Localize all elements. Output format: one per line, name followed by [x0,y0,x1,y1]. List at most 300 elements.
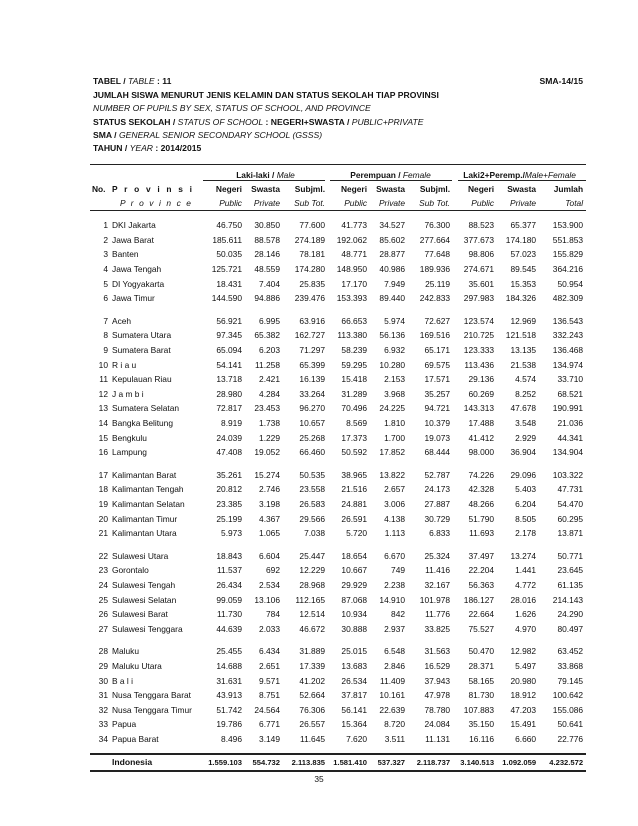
province-name: Maluku Utara [112,660,162,671]
female-subtotal: 11.131 [425,733,451,744]
female-public: 5.720 [346,528,368,539]
title-english: NUMBER OF PUPILS BY SEX, STATUS OF SCHOOL, AND PROVINCE [93,103,371,113]
spacer-cell [90,306,110,314]
female-subtotal: 78.780 [424,704,451,715]
province-name: Aceh [112,315,132,326]
row-number: 26 [98,609,108,620]
province-name: Papua Barat [112,733,159,744]
province-name: Sulawesi Tenggara [112,623,183,634]
female-public: 25.015 [341,646,368,657]
row-number: 20 [98,513,108,524]
female-private: 10.280 [379,359,406,370]
total-private: 65.377 [510,220,537,231]
male-subtotal: 63.916 [299,315,326,326]
province-name: Kalimantan Utara [112,528,177,539]
province-name: Sulawesi Tengah [112,579,176,590]
total-private: 4.970 [515,623,537,634]
total-public: 107.883 [463,704,495,715]
province-name: Kalimantan Timur [112,513,178,524]
row-number: 12 [98,388,108,399]
table-row [90,644,586,659]
female-private: 7.949 [384,278,406,289]
total-private: 3.548 [515,418,537,429]
table-row [90,592,586,607]
male-public: 56.921 [216,315,242,326]
province-name: Kalimantan Barat [112,469,177,480]
male-private-header: Private [253,198,280,208]
male-subtotal: 76.306 [299,704,326,715]
female-subtotal: 11.776 [425,609,451,620]
page-number: 35 [314,774,324,784]
total-private: 18.912 [510,690,537,701]
male-private: 1.065 [259,528,280,539]
male-header: Laki-laki / Male [236,170,295,180]
table-row [90,372,586,387]
female-private: 28.877 [379,249,406,260]
total-public: 186.127 [463,594,495,605]
male-public: 144.590 [211,293,242,304]
female-public: 192.062 [336,234,368,245]
total-public: 60.269 [468,388,495,399]
total-public: 98.806 [468,249,495,260]
male-public: 26.434 [216,579,242,590]
total-total: 136.468 [552,345,584,356]
female-public: 153.393 [336,293,368,304]
total-total: 332.243 [552,330,584,341]
table-row [90,526,586,541]
row-number: 14 [98,418,108,429]
province-name: Papua [112,719,137,730]
total-male-subtotal: 2.113.835 [291,757,326,767]
table-row [90,607,586,622]
male-private: 48.559 [254,264,280,275]
male-private: 784 [266,609,280,620]
female-subtotal: 31.563 [424,646,451,657]
total-total: 68.521 [557,388,584,399]
total-private: 36.904 [510,447,537,458]
grand-total: 4.232.572 [549,757,584,767]
province-name: Jawa Tengah [112,264,162,275]
female-private: 11.409 [380,675,406,686]
province-name: Bangka Belitung [112,418,173,429]
total-public: 74.226 [468,469,495,480]
total-private: 184.326 [505,293,537,304]
province-name: Maluku [112,646,139,657]
province-name: Gorontalo [112,565,149,576]
female-public: 24.881 [341,498,368,509]
total-label: Indonesia [112,757,153,768]
male-subtotal: 50.535 [299,469,326,480]
female-public: 29.929 [341,579,368,590]
female-public: 13.683 [341,660,368,671]
table-row [90,482,586,497]
female-subtotal: 65.171 [424,345,451,356]
table-row [90,343,586,358]
table-row [90,659,586,674]
male-public: 20.812 [216,484,242,495]
female-subtotal: 69.575 [424,359,451,370]
male-public: 5.973 [221,528,242,539]
total-private: 13.274 [510,550,537,561]
total-total: 155.086 [552,704,584,715]
total-public: 377.673 [463,234,495,245]
table-body [90,168,586,770]
male-private: 1.229 [259,432,280,443]
table-row [90,688,586,703]
total-top-rule [90,754,586,755]
female-public: 113.380 [337,330,368,341]
male-subtotal: 25.835 [299,278,326,289]
total-total: 214.143 [552,594,584,605]
row-number: 11 [99,374,108,385]
total-public: 35.601 [468,278,495,289]
province-name: Sulawesi Barat [112,609,168,620]
female-private: 3.006 [384,498,406,509]
total-private: 89.545 [510,264,537,275]
male-public: 97.345 [216,330,242,341]
female-subtotal: 72.627 [424,315,451,326]
male-subtotal: 28.968 [299,579,326,590]
total-private: 2.178 [515,528,537,539]
female-private: 2.846 [384,660,406,671]
female-public: 148.950 [336,264,368,275]
female-public: 87.068 [341,594,368,605]
pupil-table [90,168,586,770]
province-name: J a m b i [112,388,144,399]
male-private: 11.258 [255,359,280,370]
female-public: 10.667 [341,565,368,576]
row-number: 21 [98,528,108,539]
male-private: 7.404 [259,278,280,289]
row-number: 19 [98,498,108,509]
total-private: 29.096 [510,469,537,480]
male-subtotal: 26.583 [299,498,326,509]
total-total: 21.036 [557,418,584,429]
female-subtotal: 68.444 [424,447,451,458]
total-female-public: 1.581.410 [333,757,368,767]
table-row [90,233,586,248]
row-number: 33 [98,719,108,730]
female-header: Perempuan / Female [350,170,431,180]
province-name: Jawa Timur [112,293,155,304]
female-public: 7.620 [346,733,368,744]
table-row [90,445,586,460]
female-private: 17.852 [379,447,406,458]
total-public: 22.664 [468,609,495,620]
female-private: 89.440 [379,293,406,304]
male-private: 65.382 [254,330,280,341]
total-total: 153.900 [552,220,584,231]
female-public: 31.289 [341,388,368,399]
male-subtotal: 17.339 [299,660,326,671]
female-public: 58.239 [341,345,368,356]
total-total: 50.771 [557,550,584,561]
school-status: STATUS SEKOLAH / STATUS OF SCHOOL : NEGERI+SWASTA / PUBLIC+PRIVATE [93,117,424,127]
female-public: 15.418 [341,374,368,385]
female-public: 8.569 [346,418,368,429]
table-row [90,218,586,233]
female-subtotal: 189.936 [419,264,451,275]
female-private-header: Private [378,198,406,208]
total-private: 8.252 [515,388,537,399]
female-public: 18.654 [341,550,368,561]
female-subtotal: 37.943 [424,675,451,686]
female-public: 17.373 [341,432,368,443]
male-private: 3.198 [259,498,280,509]
group-spacer [90,460,586,468]
total-public: 16.116 [469,733,495,744]
table-row [90,291,586,306]
total-all-private: 1.092.059 [502,757,537,767]
male-subtotal: 12.229 [299,565,326,576]
total-public: 113.436 [464,359,495,370]
male-subtotal: 78.181 [299,249,326,260]
table-number: TABEL / TABLE : 11 [93,76,172,86]
spacer-cell [90,210,110,218]
male-public: 99.059 [216,594,242,605]
male-private: 6.604 [259,550,280,561]
female-subtot-header: Sub Tot. [419,198,451,208]
table-row [90,548,586,563]
male-public: 65.094 [216,345,242,356]
male-public: 25.455 [216,646,242,657]
female-private: 3.968 [384,388,406,399]
total-total: 134.974 [552,359,584,370]
male-subtotal: 65.399 [299,359,326,370]
male-private: 6.771 [259,719,280,730]
group-spacer [90,636,586,644]
male-public: 8.496 [221,733,242,744]
province-name: Bengkulu [112,432,147,443]
male-subtotal: 11.645 [300,733,326,744]
row-number: 6 [103,293,108,304]
total-private: 12.969 [510,315,537,326]
male-subtotal: 16.139 [299,374,326,385]
male-public: 28.980 [216,388,242,399]
male-subtotal: 26.557 [299,719,326,730]
male-subtot-header: Sub Tot. [294,198,326,208]
female-subtotal: 277.664 [419,234,451,245]
male-subtotal: 52.664 [299,690,326,701]
total-private: 15.353 [510,278,537,289]
total-female-private: 537.327 [377,757,406,767]
row-number: 8 [103,330,108,341]
row-number: 17 [98,469,108,480]
female-public: 70.496 [341,403,368,414]
female-subtotal: 33.825 [424,623,451,634]
male-public: 14.688 [216,660,242,671]
female-public: 21.516 [341,484,368,495]
total-public: 51.790 [468,513,495,524]
table-row [90,578,586,593]
row-number: 24 [98,579,108,590]
total-public: 81.730 [468,690,495,701]
total-private: 4.574 [515,374,537,385]
male-subtotal: 66.460 [299,447,326,458]
male-private: 1.738 [259,418,280,429]
total-public: 11.693 [469,528,495,539]
total-total: 22.776 [557,733,584,744]
total-total: 190.991 [552,403,584,414]
total-private: 12.982 [510,646,537,657]
female-private: 2.937 [384,623,406,634]
male-private: 4.284 [259,388,280,399]
total-total: 50.954 [557,278,584,289]
male-public: 51.742 [216,704,242,715]
female-private: 4.138 [384,513,406,524]
male-public: 25.199 [216,513,242,524]
female-public: 10.934 [341,609,368,620]
male-public: 47.408 [216,447,242,458]
table-row [90,276,586,291]
row-number: 16 [98,447,108,458]
female-public: 38.965 [341,469,368,480]
total-bottom-rule [90,771,586,772]
no-header: No. [92,184,106,194]
male-public: 43.913 [216,690,242,701]
female-subtotal: 76.300 [424,220,451,231]
male-public: 31.631 [216,675,242,686]
total-total: 44.341 [557,432,584,443]
female-public: 30.888 [341,623,368,634]
total-male-private: 554.732 [252,757,280,767]
total-total: 13.871 [557,528,584,539]
total-public: 42.328 [468,484,495,495]
province-name: Kalimantan Tengah [112,484,184,495]
total-public: 22.204 [468,565,495,576]
female-subtotal: 52.787 [424,469,451,480]
female-public: 15.364 [341,719,368,730]
total-private: 20.980 [510,675,537,686]
male-private: 6.995 [259,315,280,326]
female-private: 40.986 [379,264,406,275]
row-number: 3 [103,249,108,260]
total-total: 155.829 [552,249,584,260]
row-number: 9 [103,345,108,356]
female-private: 6.548 [384,646,406,657]
table-row [90,717,586,732]
school-level: SMA / GENERAL SENIOR SECONDARY SCHOOL (GSSS) [93,130,323,140]
row-number: 31 [98,690,108,701]
spacer-cell [90,636,110,644]
total-private: 13.135 [510,345,537,356]
total-total: 61.135 [557,579,584,590]
male-public: 23.385 [216,498,242,509]
male-subtotal: 31.889 [299,646,326,657]
row-number: 28 [98,646,108,657]
male-subtotal: 12.514 [299,609,326,620]
female-public: 41.773 [341,220,368,231]
male-subtotal: 46.672 [299,623,326,634]
female-subtotal: 25.324 [424,550,451,561]
female-public: 50.592 [341,447,368,458]
male-public: 50.035 [216,249,242,260]
total-private: 121.518 [505,330,537,341]
male-private: 2.421 [259,374,280,385]
male-private: 6.203 [259,345,280,356]
total-private: 174.180 [505,234,537,245]
province-name: Sumatera Utara [112,330,172,341]
row-number: 29 [98,660,108,671]
male-public: 72.817 [216,403,242,414]
total-public: 88.523 [468,220,495,231]
row-number: 23 [98,565,108,576]
total-public: 50.470 [468,646,495,657]
total-public: 274.671 [463,264,495,275]
female-subtotal: 27.887 [424,498,451,509]
female-private: 2.238 [384,579,406,590]
row-number: 13 [98,403,108,414]
female-subtotal: 32.167 [424,579,451,590]
male-subtotal: 41.202 [299,675,326,686]
total-total: 482.309 [552,293,584,304]
female-subtotal: 24.173 [424,484,451,495]
total-private: 28.016 [510,594,537,605]
row-number: 18 [98,484,108,495]
total-public: 123.333 [463,345,495,356]
table-row [90,673,586,688]
province-header: P r o v i n s i [112,184,195,194]
male-public: 11.730 [217,609,242,620]
province-name: R i a u [112,359,137,370]
province-name: Lampung [112,447,147,458]
male-swasta-header: Swasta [251,184,280,194]
row-number: 10 [98,359,108,370]
title-indonesian: JUMLAH SISWA MENURUT JENIS KELAMIN DAN STATUS SEKOLAH TIAP PROVINSI [93,90,439,100]
total-total: 364.216 [552,264,584,275]
total-private: 21.538 [510,359,537,370]
table-row [90,430,586,445]
table-row [90,401,586,416]
total-total: 54.470 [557,498,584,509]
table-row [90,357,586,372]
female-public: 37.817 [341,690,368,701]
total-total: 60.295 [557,513,584,524]
table-row [90,563,586,578]
total-private-header: Private [509,198,537,208]
row-number: 30 [98,675,108,686]
female-public: 66.653 [341,315,368,326]
female-subjml-header: Subjml. [419,184,451,194]
female-private: 13.822 [379,469,406,480]
province-name: Sulawesi Selatan [112,594,177,605]
total-private: 8.505 [515,513,537,524]
male-private: 2.651 [259,660,280,671]
female-private: 3.511 [384,733,406,744]
group-spacer [90,210,586,218]
top-rule [90,164,586,165]
male-private: 2.746 [259,484,280,495]
total-public: 123.574 [463,315,495,326]
male-public: 185.611 [212,234,242,245]
province-name: Nusa Tenggara Timur [112,704,192,715]
province-name: B a l i [112,675,133,686]
female-subtotal: 16.529 [424,660,451,671]
table-row [90,621,586,636]
female-subtotal: 19.073 [424,432,451,443]
female-public: 26.591 [341,513,368,524]
total-public: 56.363 [468,579,495,590]
female-private: 6.670 [384,550,406,561]
header-row-labels [90,182,586,196]
table-row [90,416,586,431]
total-private: 47.203 [510,704,537,715]
female-private: 85.602 [379,234,406,245]
male-public: 44.639 [216,623,242,634]
male-public: 35.261 [216,469,242,480]
total-public: 28.371 [468,660,495,671]
female-subtotal: 94.721 [424,403,451,414]
